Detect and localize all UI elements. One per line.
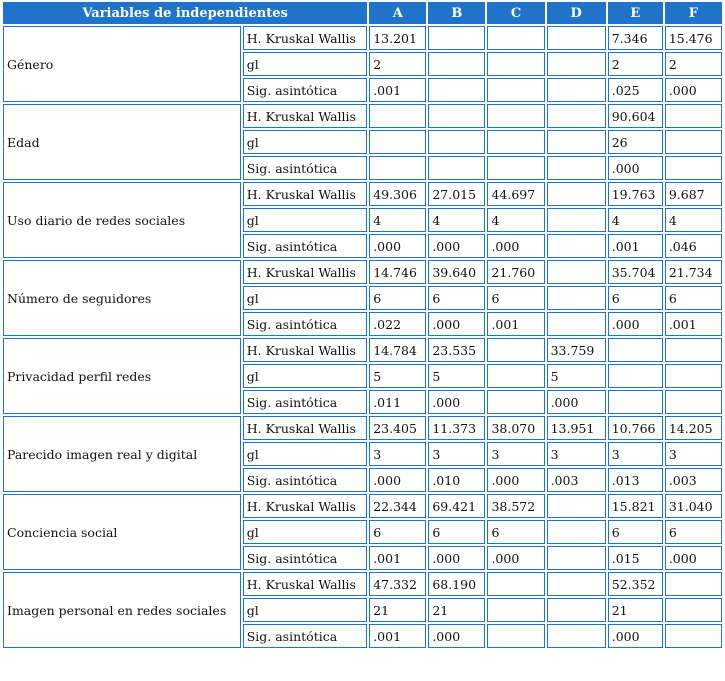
value-cell: .000 (428, 390, 485, 414)
table-row (3, 338, 722, 362)
value-cell: .001 (369, 546, 426, 570)
value-cell (487, 338, 544, 362)
value-cell: 4 (608, 208, 663, 232)
value-cell: .000 (608, 156, 663, 180)
value-cell (369, 130, 426, 154)
value-cell: 33.759 (547, 338, 606, 362)
value-cell (487, 390, 544, 414)
variable-name: Conciencia social (3, 494, 241, 570)
value-cell (487, 78, 544, 102)
value-cell: 39.640 (428, 260, 485, 284)
value-cell: .001 (369, 78, 426, 102)
value-cell (608, 338, 663, 362)
stat-label: gl (243, 52, 367, 76)
value-cell (547, 104, 606, 128)
variable-name: Número de seguidores (3, 260, 241, 336)
value-cell (547, 312, 606, 336)
variable-name: Privacidad perfil redes (3, 338, 241, 414)
header-col-b: B (428, 2, 485, 24)
value-cell: .001 (369, 624, 426, 648)
stat-label: H. Kruskal Wallis (243, 416, 367, 440)
value-cell (547, 520, 606, 544)
value-cell (665, 130, 722, 154)
value-cell (665, 572, 722, 596)
variable-name: Edad (3, 104, 241, 180)
stat-label: Sig. asintótica (243, 312, 367, 336)
value-cell: 6 (608, 286, 663, 310)
value-cell (547, 52, 606, 76)
value-cell: 10.766 (608, 416, 663, 440)
value-cell: 2 (608, 52, 663, 76)
value-cell: 69.421 (428, 494, 485, 518)
value-cell (547, 598, 606, 622)
value-cell: 13.951 (547, 416, 606, 440)
value-cell: 13.201 (369, 26, 426, 50)
value-cell: 4 (487, 208, 544, 232)
value-cell: 6 (369, 286, 426, 310)
value-cell: 2 (665, 52, 722, 76)
variable-name: Imagen personal en redes sociales (3, 572, 241, 648)
value-cell: .000 (369, 468, 426, 492)
value-cell: 14.746 (369, 260, 426, 284)
value-cell: 21 (608, 598, 663, 622)
header-variables: Variables de independientes (3, 2, 367, 24)
value-cell (608, 390, 663, 414)
stat-label: gl (243, 364, 367, 388)
value-cell (547, 26, 606, 50)
value-cell: 7.346 (608, 26, 663, 50)
value-cell: 3 (428, 442, 485, 466)
value-cell: .001 (665, 312, 722, 336)
value-cell: .003 (547, 468, 606, 492)
value-cell: 38.572 (487, 494, 544, 518)
value-cell: 47.332 (369, 572, 426, 596)
value-cell: .001 (608, 234, 663, 258)
value-cell: .022 (369, 312, 426, 336)
value-cell: 3 (369, 442, 426, 466)
value-cell: 21.734 (665, 260, 722, 284)
value-cell: 6 (487, 520, 544, 544)
header-col-e: E (608, 2, 663, 24)
value-cell: 5 (369, 364, 426, 388)
value-cell: 23.535 (428, 338, 485, 362)
value-cell (428, 156, 485, 180)
value-cell: 27.015 (428, 182, 485, 206)
kruskal-wallis-table (1, 0, 724, 650)
stat-label: Sig. asintótica (243, 234, 367, 258)
value-cell (487, 26, 544, 50)
value-cell: 26 (608, 130, 663, 154)
value-cell: 6 (487, 286, 544, 310)
value-cell: .003 (665, 468, 722, 492)
stat-label: H. Kruskal Wallis (243, 494, 367, 518)
value-cell: 68.190 (428, 572, 485, 596)
stat-label: gl (243, 208, 367, 232)
value-cell: 22.344 (369, 494, 426, 518)
value-cell (487, 52, 544, 76)
stat-label: Sig. asintótica (243, 624, 367, 648)
value-cell (369, 104, 426, 128)
stat-label: gl (243, 130, 367, 154)
value-cell (665, 104, 722, 128)
value-cell: .025 (608, 78, 663, 102)
value-cell: .000 (369, 234, 426, 258)
value-cell (487, 130, 544, 154)
value-cell: .000 (428, 624, 485, 648)
value-cell: .000 (428, 312, 485, 336)
value-cell: 31.040 (665, 494, 722, 518)
value-cell: .001 (487, 312, 544, 336)
value-cell (428, 104, 485, 128)
value-cell: .000 (665, 78, 722, 102)
value-cell (369, 156, 426, 180)
value-cell: 3 (608, 442, 663, 466)
value-cell: 6 (428, 520, 485, 544)
value-cell (487, 156, 544, 180)
value-cell (665, 598, 722, 622)
table-row (3, 260, 722, 284)
value-cell: 6 (369, 520, 426, 544)
value-cell: 19.763 (608, 182, 663, 206)
table-row (3, 104, 722, 128)
stat-label: gl (243, 286, 367, 310)
value-cell: .000 (665, 546, 722, 570)
value-cell (547, 624, 606, 648)
value-cell (665, 364, 722, 388)
value-cell (547, 286, 606, 310)
value-cell (547, 130, 606, 154)
value-cell: .000 (428, 234, 485, 258)
value-cell: 3 (547, 442, 606, 466)
header-col-c: C (487, 2, 544, 24)
stat-label: Sig. asintótica (243, 468, 367, 492)
header-row (3, 2, 722, 24)
value-cell (547, 78, 606, 102)
value-cell (665, 338, 722, 362)
value-cell: .000 (428, 546, 485, 570)
value-cell (665, 624, 722, 648)
value-cell: .000 (487, 234, 544, 258)
value-cell: 21.760 (487, 260, 544, 284)
stat-label: Sig. asintótica (243, 156, 367, 180)
value-cell: 3 (487, 442, 544, 466)
value-cell: .013 (608, 468, 663, 492)
value-cell: .000 (547, 390, 606, 414)
stat-label: gl (243, 520, 367, 544)
value-cell (547, 546, 606, 570)
value-cell: 6 (608, 520, 663, 544)
stat-label: H. Kruskal Wallis (243, 104, 367, 128)
value-cell: 2 (369, 52, 426, 76)
value-cell: .000 (487, 468, 544, 492)
value-cell (428, 26, 485, 50)
value-cell (547, 572, 606, 596)
variable-name: Parecido imagen real y digital (3, 416, 241, 492)
stat-label: H. Kruskal Wallis (243, 260, 367, 284)
value-cell: 5 (547, 364, 606, 388)
value-cell: .000 (487, 546, 544, 570)
value-cell (487, 572, 544, 596)
value-cell: 15.821 (608, 494, 663, 518)
stat-label: Sig. asintótica (243, 546, 367, 570)
value-cell (547, 234, 606, 258)
value-cell: 3 (665, 442, 722, 466)
value-cell: 15.476 (665, 26, 722, 50)
value-cell: 4 (428, 208, 485, 232)
value-cell (547, 494, 606, 518)
value-cell: 11.373 (428, 416, 485, 440)
stat-label: H. Kruskal Wallis (243, 572, 367, 596)
value-cell (487, 364, 544, 388)
value-cell: .011 (369, 390, 426, 414)
value-cell: 14.784 (369, 338, 426, 362)
value-cell: 35.704 (608, 260, 663, 284)
value-cell: .010 (428, 468, 485, 492)
value-cell: 49.306 (369, 182, 426, 206)
stat-label: H. Kruskal Wallis (243, 338, 367, 362)
value-cell (547, 260, 606, 284)
value-cell: 4 (369, 208, 426, 232)
value-cell: 14.205 (665, 416, 722, 440)
value-cell: .015 (608, 546, 663, 570)
value-cell (428, 78, 485, 102)
variable-name: Género (3, 26, 241, 102)
value-cell (665, 156, 722, 180)
value-cell: 23.405 (369, 416, 426, 440)
table-row (3, 494, 722, 518)
stat-label: H. Kruskal Wallis (243, 182, 367, 206)
value-cell: 5 (428, 364, 485, 388)
value-cell: 6 (665, 520, 722, 544)
value-cell (487, 104, 544, 128)
header-col-f: F (665, 2, 722, 24)
value-cell (547, 182, 606, 206)
value-cell (547, 156, 606, 180)
variable-name: Uso diario de redes sociales (3, 182, 241, 258)
stat-label: gl (243, 442, 367, 466)
value-cell: 4 (665, 208, 722, 232)
value-cell (487, 598, 544, 622)
header-col-d: D (547, 2, 606, 24)
value-cell: 9.687 (665, 182, 722, 206)
value-cell (547, 208, 606, 232)
table-body (3, 26, 722, 648)
value-cell: .000 (608, 312, 663, 336)
table-row (3, 572, 722, 596)
value-cell: 21 (369, 598, 426, 622)
value-cell (487, 624, 544, 648)
stat-label: H. Kruskal Wallis (243, 26, 367, 50)
value-cell: 52.352 (608, 572, 663, 596)
table-row (3, 416, 722, 440)
value-cell: .000 (608, 624, 663, 648)
value-cell: .046 (665, 234, 722, 258)
header-col-a: A (369, 2, 426, 24)
stat-label: gl (243, 598, 367, 622)
value-cell: 38.070 (487, 416, 544, 440)
value-cell (428, 52, 485, 76)
table-row (3, 26, 722, 50)
value-cell (428, 130, 485, 154)
value-cell (665, 390, 722, 414)
table-row (3, 182, 722, 206)
stat-label: Sig. asintótica (243, 390, 367, 414)
value-cell: 6 (665, 286, 722, 310)
value-cell: 21 (428, 598, 485, 622)
value-cell: 44.697 (487, 182, 544, 206)
value-cell: 6 (428, 286, 485, 310)
value-cell: 90.604 (608, 104, 663, 128)
stat-label: Sig. asintótica (243, 78, 367, 102)
value-cell (608, 364, 663, 388)
